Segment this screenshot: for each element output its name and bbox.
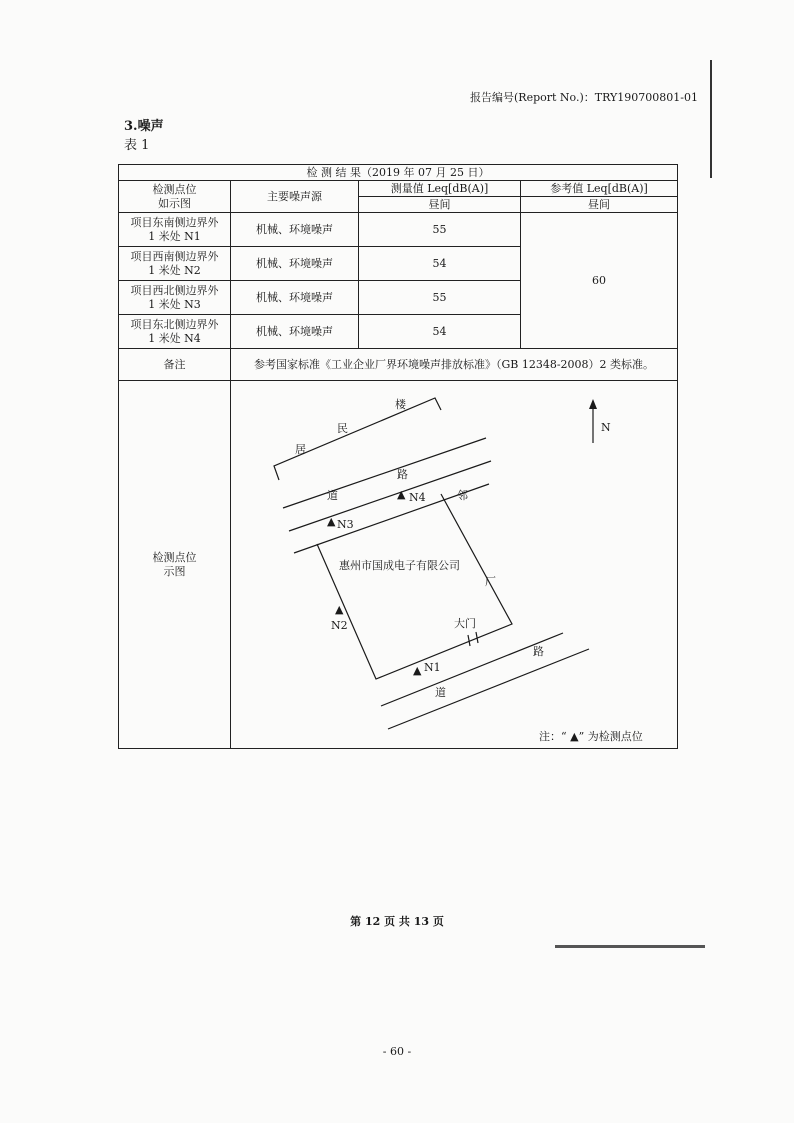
point-marker-n3: ▲ <box>327 515 336 528</box>
map-label <box>119 381 231 749</box>
point-label-n4: N4 <box>409 491 426 504</box>
page-number: - 60 - <box>382 1045 412 1058</box>
footer-rule <box>555 945 705 948</box>
point-label-n3: N3 <box>337 518 354 531</box>
row-value: 55 <box>359 213 521 247</box>
table-row <box>119 213 678 247</box>
section-title: 3.噪声 <box>124 119 164 134</box>
header-source: 主要噪声源 <box>231 181 359 213</box>
residential-building-outline <box>274 398 441 480</box>
row-point <box>119 213 231 247</box>
row-point-line1: 项目西北侧边界外 <box>130 283 219 297</box>
header-reference: 参考值 Leq[dB(A)] <box>521 181 678 197</box>
site-map-cell <box>231 381 678 749</box>
map-label-line2: 示图 <box>163 564 186 578</box>
lower-road-char-2: 道 <box>435 686 446 699</box>
row-point-line1: 项目东北侧边界外 <box>130 317 219 331</box>
row-point-line2: 1 米处 N3 <box>148 297 201 311</box>
residential-char-1: 民 <box>337 422 348 435</box>
neighbor-factory-char-2: 厂 <box>485 575 496 588</box>
neighbor-factory-char-1: 邻 <box>457 489 468 502</box>
row-point-line2: 1 米处 N1 <box>148 229 201 243</box>
row-value: 55 <box>359 281 521 315</box>
north-arrow-icon <box>589 399 597 409</box>
upper-road-char-1: 道 <box>327 489 338 502</box>
scan-edge-line <box>710 60 712 178</box>
header-reference-daytime: 昼间 <box>521 197 678 213</box>
company-name: 惠州市国成电子有限公司 <box>339 559 460 572</box>
row-source: 机械、环境噪声 <box>231 213 359 247</box>
remark-text: 参考国家标准《工业企业厂界环境噪声排放标准》（GB 12348-2008）2 类标准。 <box>231 349 678 381</box>
pager: 第 12 页 共 13 页 <box>350 915 444 928</box>
map-note: 注：“ ▲” 为检测点位 <box>539 730 643 743</box>
residential-char-2: 居 <box>295 443 306 456</box>
gate-label: 大门 <box>454 617 476 630</box>
lower-road-edge-south <box>388 649 589 729</box>
point-label-n2: N2 <box>331 619 348 632</box>
upper-road-char-2: 路 <box>397 468 408 481</box>
point-marker-n1: ▲ <box>413 664 422 677</box>
row-point-line2: 1 米处 N4 <box>148 331 201 345</box>
row-value: 54 <box>359 315 521 349</box>
header-point <box>119 181 231 213</box>
row-point <box>119 247 231 281</box>
row-value: 54 <box>359 247 521 281</box>
north-label: N <box>601 421 611 434</box>
row-point <box>119 315 231 349</box>
lower-road-char-1: 路 <box>533 645 544 658</box>
row-source: 机械、环境噪声 <box>231 281 359 315</box>
point-label-n1: N1 <box>424 661 441 674</box>
table-label: 表 1 <box>124 138 150 153</box>
row-point-line1: 项目西南侧边界外 <box>130 249 219 263</box>
table-title: 检 测 结 果（2019 年 07 月 25 日） <box>119 165 678 181</box>
site-map <box>231 381 678 748</box>
header-measured-daytime: 昼间 <box>359 197 521 213</box>
row-point <box>119 281 231 315</box>
map-label-line1: 检测点位 <box>152 550 197 564</box>
row-source: 机械、环境噪声 <box>231 315 359 349</box>
row-source: 机械、环境噪声 <box>231 247 359 281</box>
report-number: 报告编号(Report No.)：TRY190700801-01 <box>470 91 699 104</box>
remark-label: 备注 <box>119 349 231 381</box>
row-point-line1: 项目东南侧边界外 <box>130 215 219 229</box>
point-marker-n2: ▲ <box>335 603 344 616</box>
row-point-line2: 1 米处 N2 <box>148 263 201 277</box>
point-marker-n4: ▲ <box>397 488 406 501</box>
header-point-line2: 如示图 <box>158 196 191 210</box>
reference-value: 60 <box>521 213 678 349</box>
header-measured: 测量值 Leq[dB(A)] <box>359 181 521 197</box>
residential-char-3: 楼 <box>395 398 406 411</box>
header-point-line1: 检测点位 <box>152 182 197 196</box>
results-table <box>118 164 678 749</box>
